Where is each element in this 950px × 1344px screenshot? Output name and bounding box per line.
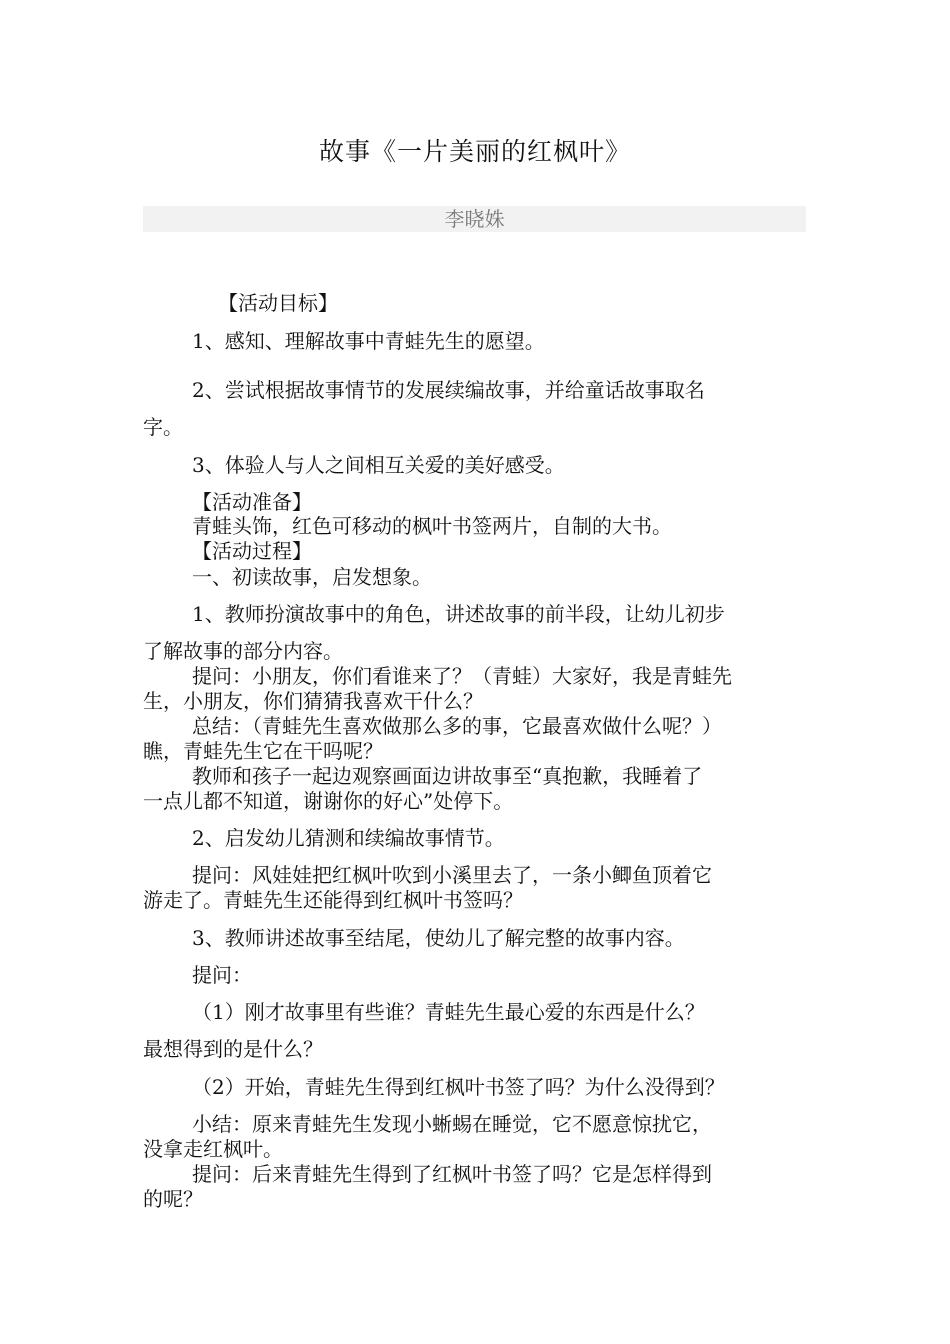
text-line: 3、教师讲述故事至结尾，使幼儿了解完整的故事内容。 bbox=[192, 926, 685, 950]
text-line: 教师和孩子一起边观察画面边讲故事至“真抱歉，我睡着了 bbox=[192, 764, 703, 788]
text-line: 提问：小朋友，你们看谁来了？（青蛙）大家好，我是青蛙先 bbox=[192, 664, 732, 688]
section-heading-goals: 【活动目标】 bbox=[218, 291, 338, 315]
text-line: （2）开始，青蛙先生得到红枫叶书签了吗？为什么没得到？ bbox=[192, 1075, 725, 1099]
text-line: 生，小朋友，你们猜猜我喜欢干什么？ bbox=[143, 689, 483, 713]
text-line: 青蛙头饰，红色可移动的枫叶书签两片，自制的大书。 bbox=[192, 514, 672, 538]
text-line: 提问：风娃娃把红枫叶吹到小溪里去了，一条小鲫鱼顶着它 bbox=[192, 863, 712, 887]
text-line: 总结：（青蛙先生喜欢做那么多的事，它最喜欢做什么呢？） bbox=[192, 714, 722, 738]
text-line: 一点儿都不知道，谢谢你的好心”处停下。 bbox=[143, 789, 514, 813]
author-name: 李晓姝 bbox=[143, 206, 806, 232]
text-line: 一、初读故事，启发想象。 bbox=[192, 565, 432, 589]
text-line: 没拿走红枫叶。 bbox=[143, 1137, 283, 1161]
document-title: 故事《一片美丽的红枫叶》 bbox=[318, 137, 631, 166]
text-line: 1、教师扮演故事中的角色，讲述故事的前半段，让幼儿初步 bbox=[192, 602, 725, 626]
text-line: 的呢？ bbox=[143, 1187, 203, 1211]
text-line: 2、启发幼儿猜测和续编故事情节。 bbox=[192, 826, 505, 850]
text-line: 2、尝试根据故事情节的发展续编故事，并给童话故事取名 bbox=[192, 378, 705, 402]
section-heading-process: 【活动过程】 bbox=[192, 539, 312, 563]
text-line: 瞧，青蛙先生它在干吗呢？ bbox=[143, 739, 383, 763]
section-heading-preparation: 【活动准备】 bbox=[192, 490, 312, 514]
text-line: 小结：原来青蛙先生发现小蜥蜴在睡觉，它不愿意惊扰它， bbox=[192, 1112, 712, 1136]
text-line: 字。 bbox=[143, 415, 183, 439]
text-line: （1）刚才故事里有些谁？青蛙先生最心爱的东西是什么？ bbox=[192, 1000, 705, 1024]
text-line: 最想得到的是什么？ bbox=[143, 1037, 323, 1061]
text-line: 1、感知、理解故事中青蛙先生的愿望。 bbox=[192, 329, 545, 353]
text-line: 3、体验人与人之间相互关爱的美好感受。 bbox=[192, 453, 565, 477]
text-line: 提问：后来青蛙先生得到了红枫叶书签了吗？它是怎样得到 bbox=[192, 1162, 712, 1186]
text-line: 提问： bbox=[192, 963, 252, 987]
text-line: 游走了。青蛙先生还能得到红枫叶书签吗？ bbox=[143, 888, 523, 912]
text-line: 了解故事的部分内容。 bbox=[143, 639, 343, 663]
